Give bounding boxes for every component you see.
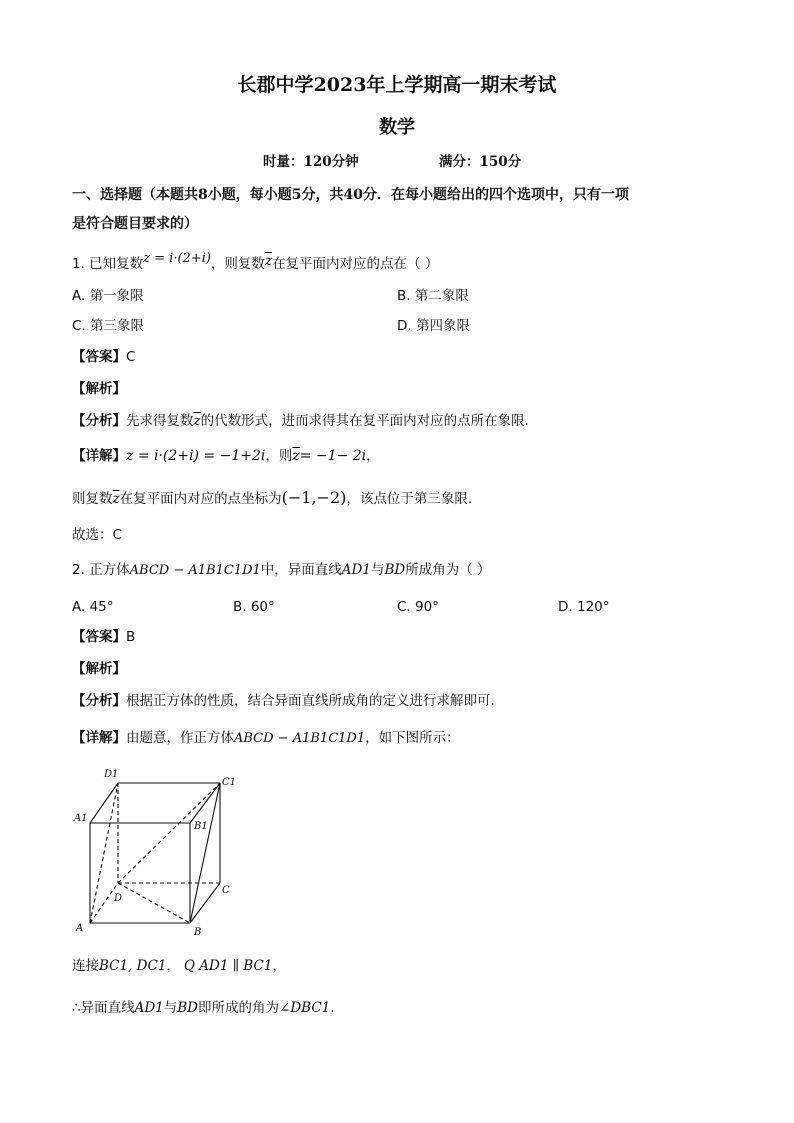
q2-concl-b: 与 bbox=[163, 1000, 178, 1016]
q1-answer-label: 【答案】 bbox=[72, 349, 126, 365]
q2-connect-formula: BC1, DC1 bbox=[99, 958, 167, 974]
q1-analysis-a: 先求得复数 bbox=[126, 413, 194, 429]
exam-score: 满分：150分 bbox=[439, 154, 522, 170]
q1-coord-value: (−1,−2) bbox=[281, 488, 347, 507]
q1-detail-zbar: $\overline{z}$ bbox=[292, 448, 300, 464]
q1-analysis-zbar: $\overline{z}$ bbox=[193, 413, 201, 429]
q2-answer-label: 【答案】 bbox=[72, 629, 126, 645]
q1-mid: ，则复数 bbox=[210, 256, 265, 272]
q2-detail-cube: ABCD − A1B1C1D1 bbox=[234, 731, 366, 746]
q2-detail-b: ，如下图所示： bbox=[365, 730, 460, 746]
q1-coord-a: 则复数 bbox=[72, 491, 113, 507]
segment-db bbox=[118, 883, 190, 923]
q2-concl-c: 即所成的角为 bbox=[198, 1000, 280, 1016]
label-a1: A1 bbox=[74, 813, 88, 824]
q1-zbar: $\overline{z}$ bbox=[264, 253, 273, 269]
q2-connect-c: ， bbox=[272, 958, 286, 974]
q1-coordinate bbox=[72, 489, 472, 508]
q2-bd: BD bbox=[384, 562, 406, 578]
q1-choose: 故选：C bbox=[72, 527, 122, 543]
q1-detail bbox=[72, 447, 380, 465]
q1-option-a: A. 第一象限 bbox=[72, 288, 144, 304]
q1-analysis-label: 【分析】 bbox=[72, 413, 126, 429]
cube-figure bbox=[70, 765, 245, 940]
q2-suffix: 所成角为（ ） bbox=[405, 562, 491, 578]
q1-detail-formula2: = −1− 2i bbox=[299, 448, 367, 464]
label-c: C bbox=[222, 885, 230, 896]
q2-detail-a: 由题意，作正方体 bbox=[126, 730, 234, 746]
q2-mid: 中，异面直线 bbox=[260, 562, 342, 578]
q1-option-d: D. 第四象限 bbox=[397, 318, 470, 334]
q2-connect-a: 连接 bbox=[72, 958, 99, 974]
q2-connect bbox=[72, 957, 286, 975]
label-b: B bbox=[194, 927, 202, 938]
q2-concl-d: . bbox=[330, 1000, 335, 1016]
label-d1: D1 bbox=[104, 769, 119, 780]
subject-title: 数学 bbox=[379, 117, 415, 138]
q2-option-c: C. 90° bbox=[397, 599, 439, 615]
q1-jiexi: 【解析】 bbox=[72, 381, 126, 397]
q1-option-b: B. 第二象限 bbox=[397, 288, 469, 304]
q1-coord-zbar: $\overline{z}$ bbox=[112, 491, 120, 507]
label-a: A bbox=[76, 923, 84, 934]
q1-prefix: 1. 已知复数 bbox=[72, 256, 144, 272]
q2-conclusion bbox=[72, 999, 335, 1017]
q2-cube: ABCD − A1B1C1D1 bbox=[129, 563, 261, 578]
q2-option-a: A. 45° bbox=[72, 599, 114, 615]
q2-concl-a: ∴异面直线 bbox=[72, 1000, 135, 1016]
label-d: D bbox=[114, 893, 123, 904]
q1-coord-c: ，该点位于第三象限. bbox=[346, 491, 473, 507]
q2-connect-q: Q AD1 ∥ BC1 bbox=[183, 958, 273, 974]
q1-suffix: 在复平面内对应的点在（ ） bbox=[272, 256, 439, 272]
q1-detail-end: ， bbox=[366, 448, 380, 464]
q2-option-b: B. 60° bbox=[233, 599, 275, 615]
question-2 bbox=[72, 561, 491, 580]
q2-connect-b: ， bbox=[166, 958, 180, 974]
q2-jiexi: 【解析】 bbox=[72, 661, 126, 677]
exam-time: 时量：120分钟 bbox=[263, 154, 359, 170]
segment-bc1 bbox=[190, 783, 220, 923]
q2-option-d: D. 120° bbox=[558, 599, 610, 615]
q1-analysis-b: 的代数形式，进而求得其在复平面内对应的点所在象限. bbox=[200, 413, 529, 429]
q2-answer-value: B bbox=[126, 629, 136, 645]
q2-analysis-label: 【分析】 bbox=[72, 693, 126, 709]
label-b1: B1 bbox=[194, 821, 208, 832]
q2-ad1: AD1 bbox=[341, 562, 371, 578]
q1-detail-label: 【详解】 bbox=[72, 448, 126, 464]
q1-option-c: C. 第三象限 bbox=[72, 318, 145, 334]
q2-detail bbox=[72, 729, 460, 748]
q2-concl-ad1: AD1 bbox=[134, 1000, 164, 1016]
section-heading-line2: 是符合题目要求的） bbox=[72, 216, 198, 232]
q2-concl-bd: BD bbox=[177, 1000, 199, 1016]
q1-formula: z = i·(2+i) bbox=[143, 251, 211, 266]
label-c1: C1 bbox=[222, 777, 237, 788]
q2-answer bbox=[72, 628, 135, 646]
q2-analysis bbox=[72, 692, 495, 710]
q1-answer-value: C bbox=[126, 349, 136, 365]
q2-prefix: 2. 正方体 bbox=[72, 562, 130, 578]
q1-detail-mid: ，则 bbox=[265, 448, 293, 464]
section-heading-line1: 一、选择题（本题共8小题，每小题5分，共40分．在每小题给出的四个选项中，只有一项 bbox=[72, 187, 629, 203]
q1-answer bbox=[72, 348, 135, 366]
q1-detail-formula: z = i·(2+i) = −1+2i bbox=[126, 448, 266, 464]
q2-with: 与 bbox=[370, 562, 385, 578]
segment-dc1 bbox=[118, 783, 220, 883]
q2-detail-label: 【详解】 bbox=[72, 730, 126, 746]
question-1 bbox=[72, 251, 439, 274]
q1-analysis bbox=[72, 412, 529, 430]
exam-title: 长郡中学2023年上学期高一期末考试 bbox=[237, 74, 557, 96]
q1-coord-b: 在复平面内对应的点坐标为 bbox=[119, 491, 282, 507]
q2-concl-angle: ∠DBC1 bbox=[279, 1000, 331, 1016]
q2-analysis-text: 根据正方体的性质，结合异面直线所成角的定义进行求解即可. bbox=[126, 693, 495, 709]
